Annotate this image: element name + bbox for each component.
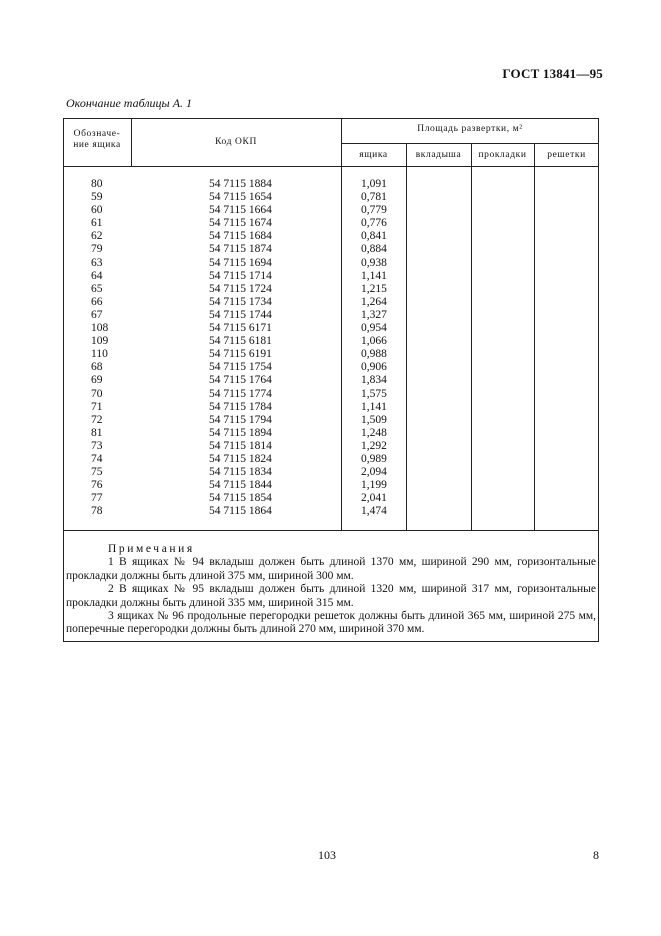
table-cell-okp: 54 7115 1774 [209, 387, 272, 400]
table-cell-box: 68 [91, 361, 103, 374]
table-cell-okp: 54 7115 1794 [209, 413, 272, 426]
column-box-numbers [91, 178, 108, 518]
table-cell-box: 74 [91, 452, 103, 465]
table-cell-box: 110 [91, 348, 108, 361]
header-sub-grid: решетки [547, 150, 586, 160]
table-cell-area: 2,094 [361, 466, 387, 479]
table-cell-area: 1,834 [361, 374, 387, 387]
table-cell-box: 77 [91, 492, 103, 505]
table-cell-okp: 54 7115 1764 [209, 374, 272, 387]
note-2: 2 В ящиках № 95 вкладыш должен быть длиной 1320 мм, шириной 317 мм, горизонтальные прокладки должны быть длиной 335 мм, шириной 315 мм. [66, 583, 596, 609]
table-cell-area: 1,292 [361, 439, 387, 452]
table-cell-box: 79 [91, 243, 103, 256]
header-divider-upper [341, 143, 599, 144]
column-okp-codes [209, 178, 272, 518]
table-cell-area: 1,248 [361, 426, 387, 439]
table-cell-okp: 54 7115 1724 [209, 282, 272, 295]
table-cell-okp: 54 7115 1854 [209, 492, 272, 505]
table-cell-area: 1,066 [361, 335, 387, 348]
table-cell-okp: 54 7115 1654 [209, 191, 272, 204]
table-cell-okp: 54 7115 1744 [209, 308, 272, 321]
table-cell-box: 108 [91, 322, 109, 335]
page-number: 103 [318, 848, 336, 862]
table-cell-okp: 54 7115 1894 [209, 426, 272, 439]
header-divider [63, 166, 599, 167]
note-3: 3 ящиках № 96 продольные перегородки решеток должны быть длиной 365 мм, шириной 275 мм, поперечные перегородки должны быть длиной 270 мм, шириной 370 мм. [66, 610, 596, 636]
col-divider-2 [341, 118, 342, 530]
table-caption: Окончание таблицы А. 1 [66, 96, 193, 110]
table-cell-okp: 54 7115 1784 [209, 400, 272, 413]
table-cell-area: 0,988 [361, 348, 387, 361]
table-cell-area: 0,938 [361, 256, 387, 269]
table-cell-area: 0,906 [361, 361, 387, 374]
header-sub-box: ящика [359, 150, 388, 160]
notes-block [66, 543, 596, 637]
body-divider [63, 530, 599, 531]
table-cell-area: 0,841 [361, 230, 387, 243]
header-area-group: Площадь развертки, м² [417, 124, 523, 134]
table-cell-okp: 54 7115 6171 [209, 322, 272, 335]
table-cell-okp: 54 7115 1844 [209, 479, 272, 492]
column-box-area [361, 178, 387, 518]
header-okp-code: Код ОКП [215, 137, 257, 147]
col-divider-3 [406, 143, 407, 530]
table-cell-area: 0,954 [361, 322, 387, 335]
header-box-designation: Обозначе- ние ящика [73, 129, 121, 150]
table-cell-area: 1,199 [361, 479, 387, 492]
table-cell-box: 76 [91, 479, 103, 492]
table-cell-box: 59 [91, 191, 103, 204]
table-cell-area: 1,327 [361, 308, 387, 321]
sheet-number: 8 [593, 848, 599, 862]
table-cell-okp: 54 7115 1664 [209, 204, 272, 217]
table-cell-okp: 54 7115 1754 [209, 361, 272, 374]
table-cell-area: 1,474 [361, 505, 387, 518]
col-divider-5 [534, 143, 535, 530]
table-cell-okp: 54 7115 1884 [209, 178, 272, 190]
table-cell-okp: 54 7115 1874 [209, 243, 272, 256]
table-cell-area: 0,779 [361, 204, 387, 217]
table-cell-box: 78 [91, 505, 103, 518]
table-cell-box: 75 [91, 466, 103, 479]
table-cell-box: 70 [91, 387, 103, 400]
table-cell-box: 62 [91, 230, 103, 243]
table-cell-okp: 54 7115 1684 [209, 230, 272, 243]
table-cell-area: 1,575 [361, 387, 387, 400]
table-cell-okp: 54 7115 6181 [209, 335, 272, 348]
table-cell-okp: 54 7115 1824 [209, 452, 272, 465]
header-sub-insert: вкладыша [415, 150, 462, 160]
table-cell-box: 64 [91, 269, 103, 282]
table-cell-area: 1,091 [361, 178, 387, 190]
table-cell-box: 71 [91, 400, 103, 413]
table-cell-box: 73 [91, 439, 103, 452]
table-cell-area: 1,141 [361, 269, 387, 282]
table-cell-okp: 54 7115 1814 [209, 439, 272, 452]
table-cell-area: 1,509 [361, 413, 387, 426]
table-cell-area: 0,989 [361, 452, 387, 465]
table-cell-okp: 54 7115 1694 [209, 256, 272, 269]
table-cell-okp: 54 7115 6191 [209, 348, 272, 361]
table-cell-box: 72 [91, 413, 103, 426]
table-cell-area: 1,215 [361, 282, 387, 295]
table-cell-area: 1,141 [361, 400, 387, 413]
table-cell-box: 60 [91, 204, 103, 217]
header-sub-pad: прокладки [478, 150, 527, 160]
table-cell-area: 0,884 [361, 243, 387, 256]
table-cell-box: 61 [91, 217, 103, 230]
table-cell-area: 0,781 [361, 191, 387, 204]
table-cell-box: 109 [91, 335, 109, 348]
table-cell-box: 66 [91, 295, 103, 308]
table-cell-box: 80 [91, 178, 103, 190]
table-cell-area: 0,776 [361, 217, 387, 230]
table-cell-box: 63 [91, 256, 103, 269]
table-cell-okp: 54 7115 1864 [209, 505, 272, 518]
table-cell-okp: 54 7115 1714 [209, 269, 272, 282]
table-cell-box: 65 [91, 282, 103, 295]
table-cell-okp: 54 7115 1834 [209, 466, 272, 479]
notes-title: Примечания [108, 543, 195, 555]
note-1: 1 В ящиках № 94 вкладыш должен быть длиной 1370 мм, шириной 290 мм, горизонтальные прокладки должны быть длиной 375 мм, шириной 300 мм. [66, 556, 596, 582]
table-cell-box: 81 [91, 426, 103, 439]
table-cell-box: 69 [91, 374, 103, 387]
standard-code: ГОСТ 13841—95 [502, 66, 603, 81]
table-cell-area: 1,264 [361, 295, 387, 308]
col-divider-4 [471, 143, 472, 530]
table-cell-okp: 54 7115 1674 [209, 217, 272, 230]
table-cell-box: 67 [91, 308, 103, 321]
table-cell-okp: 54 7115 1734 [209, 295, 272, 308]
table-cell-area: 2,041 [361, 492, 387, 505]
